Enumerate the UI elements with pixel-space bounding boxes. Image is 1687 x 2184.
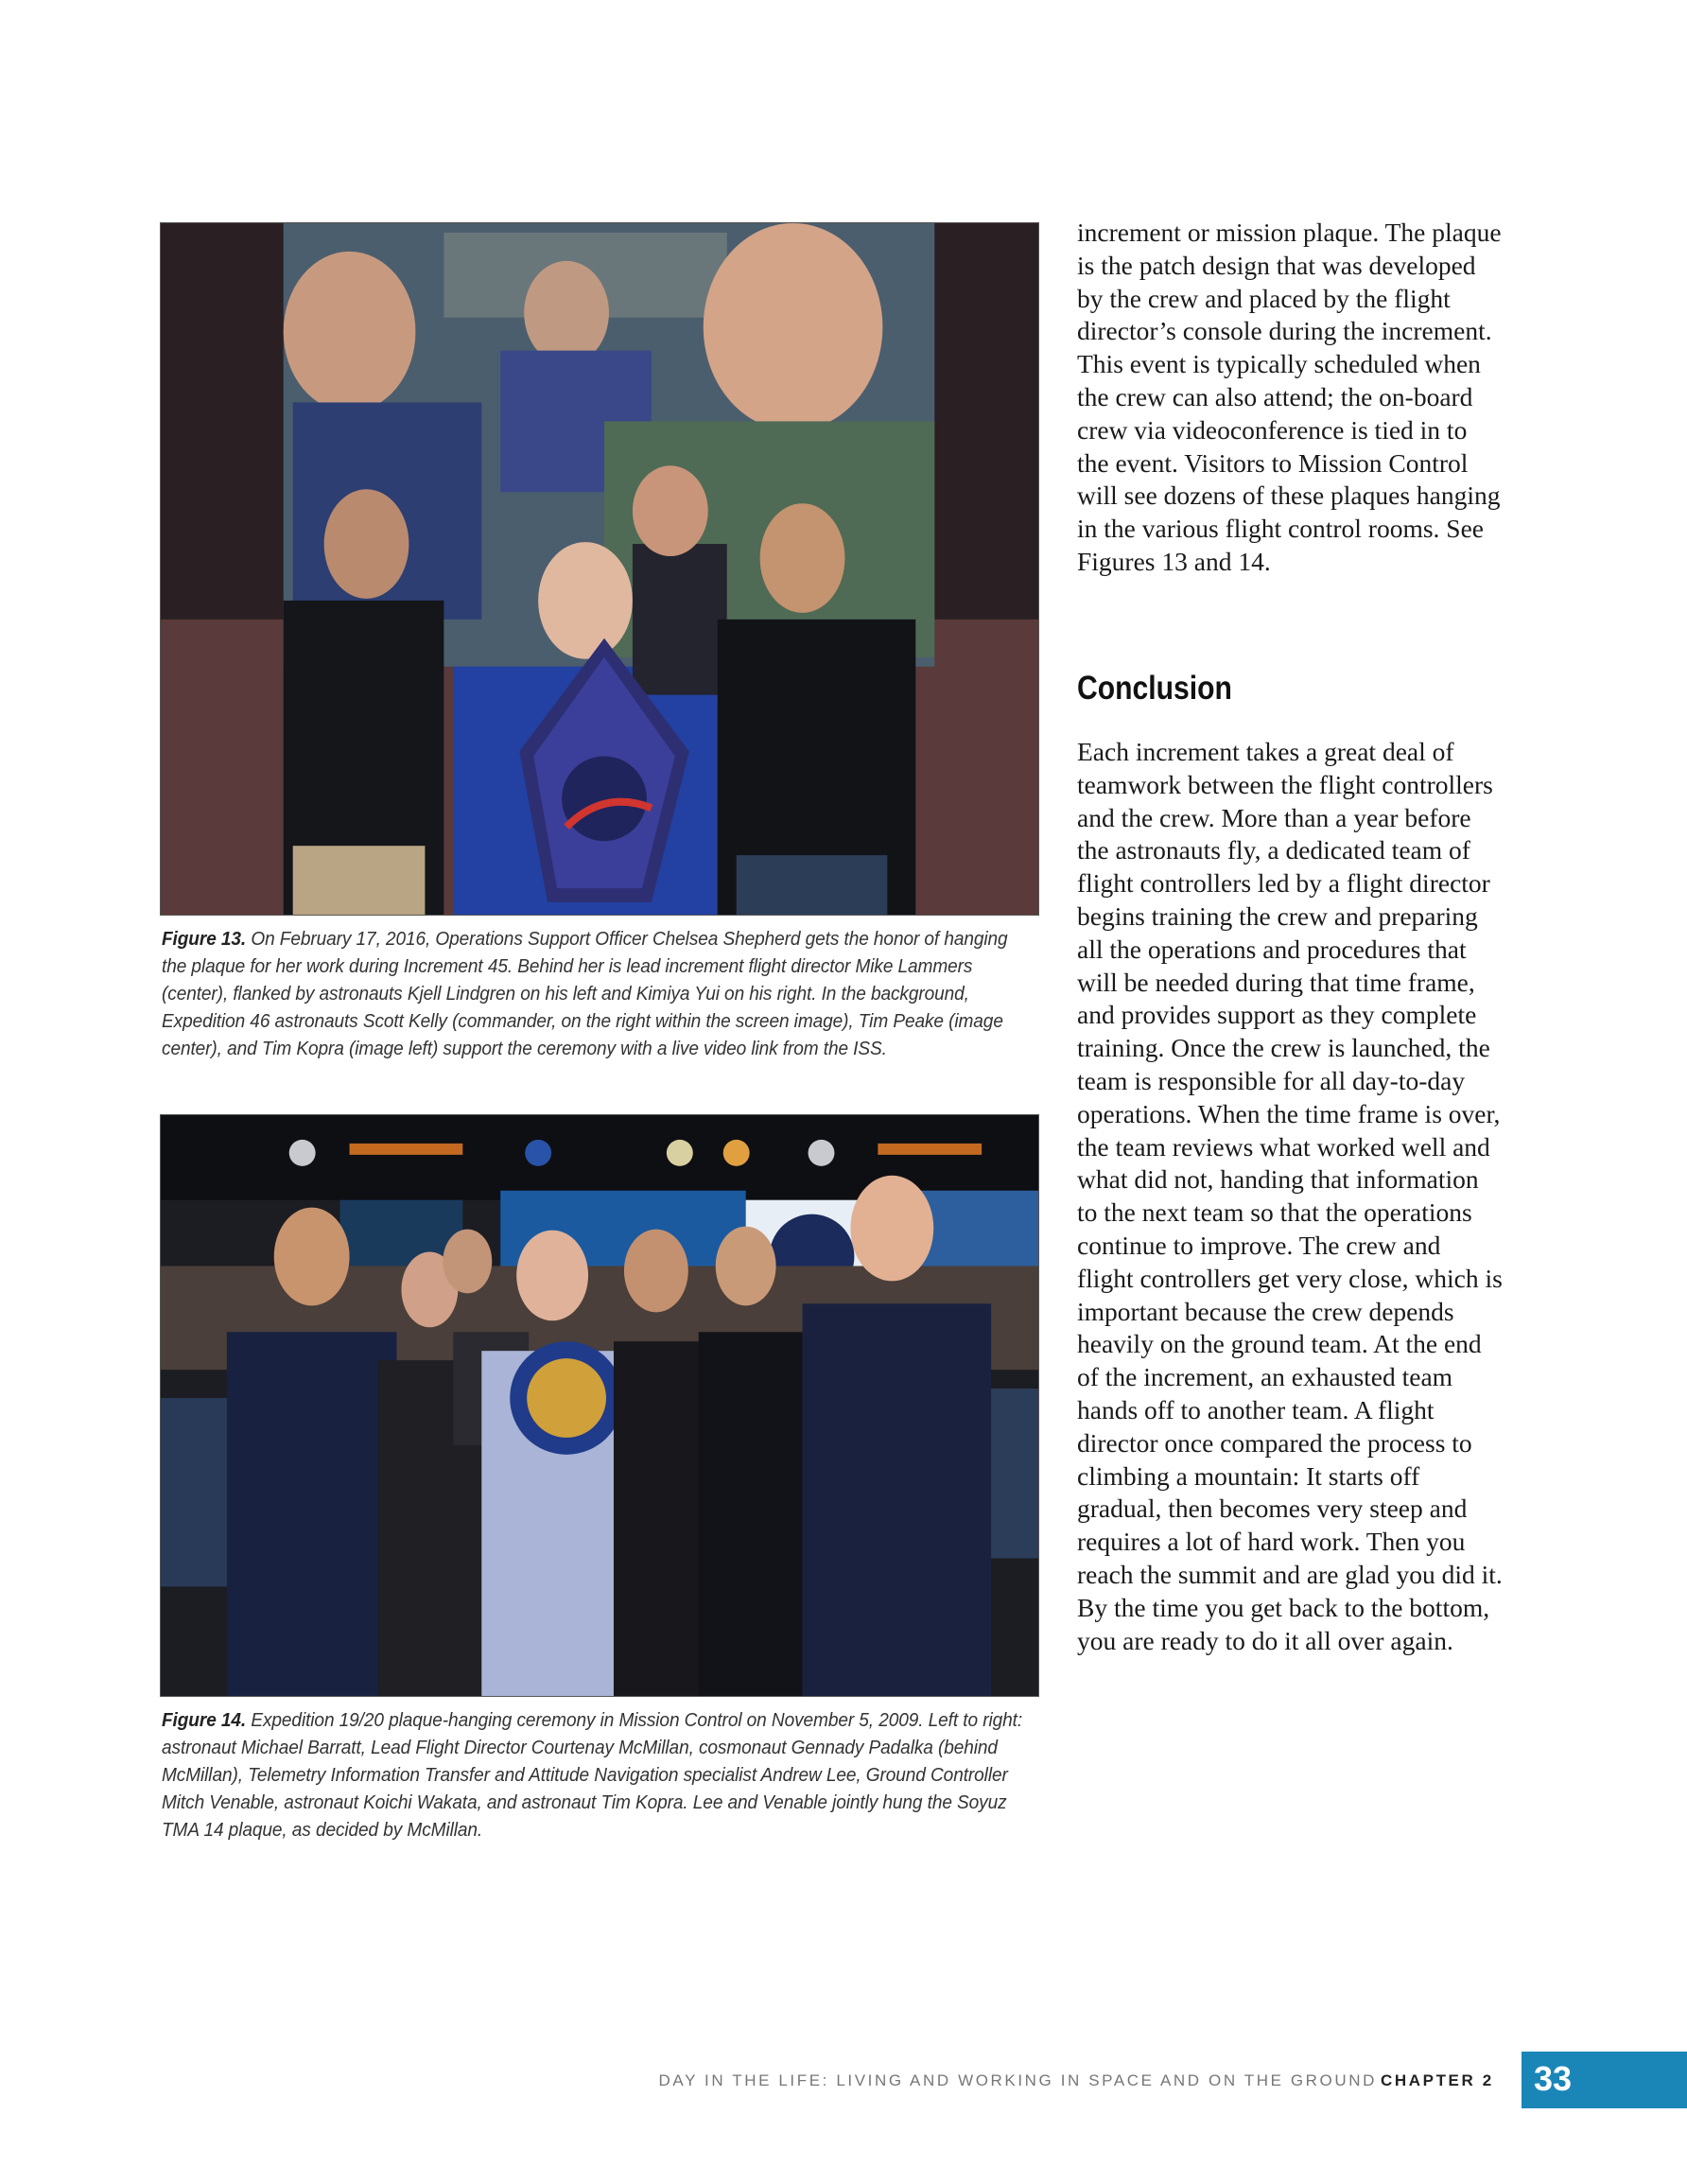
figure-13-caption-text: On February 17, 2016, Operations Support Officer Chelsea Shepherd gets the honor of hanging the plaque for her work during Increment 45. Behind her is lead increment flight director Mike Lammers (center), flanked by astronauts Kjell Lindgren on his left and Kimiya Yui on his right. In the background, Expedition 46 astronauts Scott Kelly (commander, on the right within the screen image), Tim Peake (image center), and Tim Kopra (image left) support the ceremony with a live video link from the ISS. — [162, 928, 1008, 1059]
figure-14-caption — [162, 1706, 1033, 1843]
running-title: DAY IN THE LIFE: LIVING AND WORKING IN SPACE AND ON THE GROUND — [658, 2071, 1377, 2089]
figure-14-caption-text: Expedition 19/20 plaque-hanging ceremony in Mission Control on November 5, 2009. Left to right: astronaut Michael Barratt, Lead Flight Director Courtenay McMillan, cosmonaut Gennady Padalka (behind McMillan), Telemetry Information Transfer and Attitude Navigation specialist Andrew Lee, Ground Controller Mitch Venable, astronaut Koichi Wakata, and astronaut Tim Kopra. Lee and Venable jointly hung the Soyuz TMA 14 plaque, as decided by McMillan. — [162, 1709, 1023, 1841]
figure-13-photo — [160, 222, 1039, 916]
page-number: 33 — [1534, 2059, 1573, 2098]
body-paragraph: Each increment takes a great deal of teamwork between the flight controllers and the crew. More than a year before the astronauts fly, a dedicated team of flight controllers led by a flight director begins training the crew and preparing all the operations and procedures that will be needed during that time frame, and provides support as they complete training. Once the crew is launched, the team is responsible for all day-to-day operations. When the time frame is over, the team reviews what worked well and what did not, handing that information to the next team so that the operations continue to improve. The crew and flight controllers get very close, which is important because the crew depends heavily on the ground team. At the end of the increment, an exhausted team hands off to another team. A flight director once compared the process to climbing a mountain: It starts off gradual, then becomes very steep and requires a lot of hard work. Then you reach the summit and are glad you did it. By the time you get back to the bottom, you are ready to do it all over again. — [1077, 737, 1503, 1655]
figure-13-label: Figure 13. — [162, 928, 247, 950]
figure-14-photo — [160, 1114, 1039, 1697]
figure-13-caption — [162, 925, 1033, 1062]
chapter-label: CHAPTER 2 — [1381, 2071, 1494, 2089]
intro-paragraph: increment or mission plaque. The plaque is the patch design that was developed by the crew and placed by the flight director’s console during the increment. This event is typically scheduled when the crew can also attend; the on-board crew via videoconference is tied in to the event. Visitors to Mission Control will see dozens of these plaques hanging in the various flight control rooms. See Figures 13 and 14. — [1077, 218, 1502, 576]
section-heading: Conclusion — [1077, 670, 1232, 707]
figure-14-label: Figure 14. — [162, 1709, 247, 1731]
